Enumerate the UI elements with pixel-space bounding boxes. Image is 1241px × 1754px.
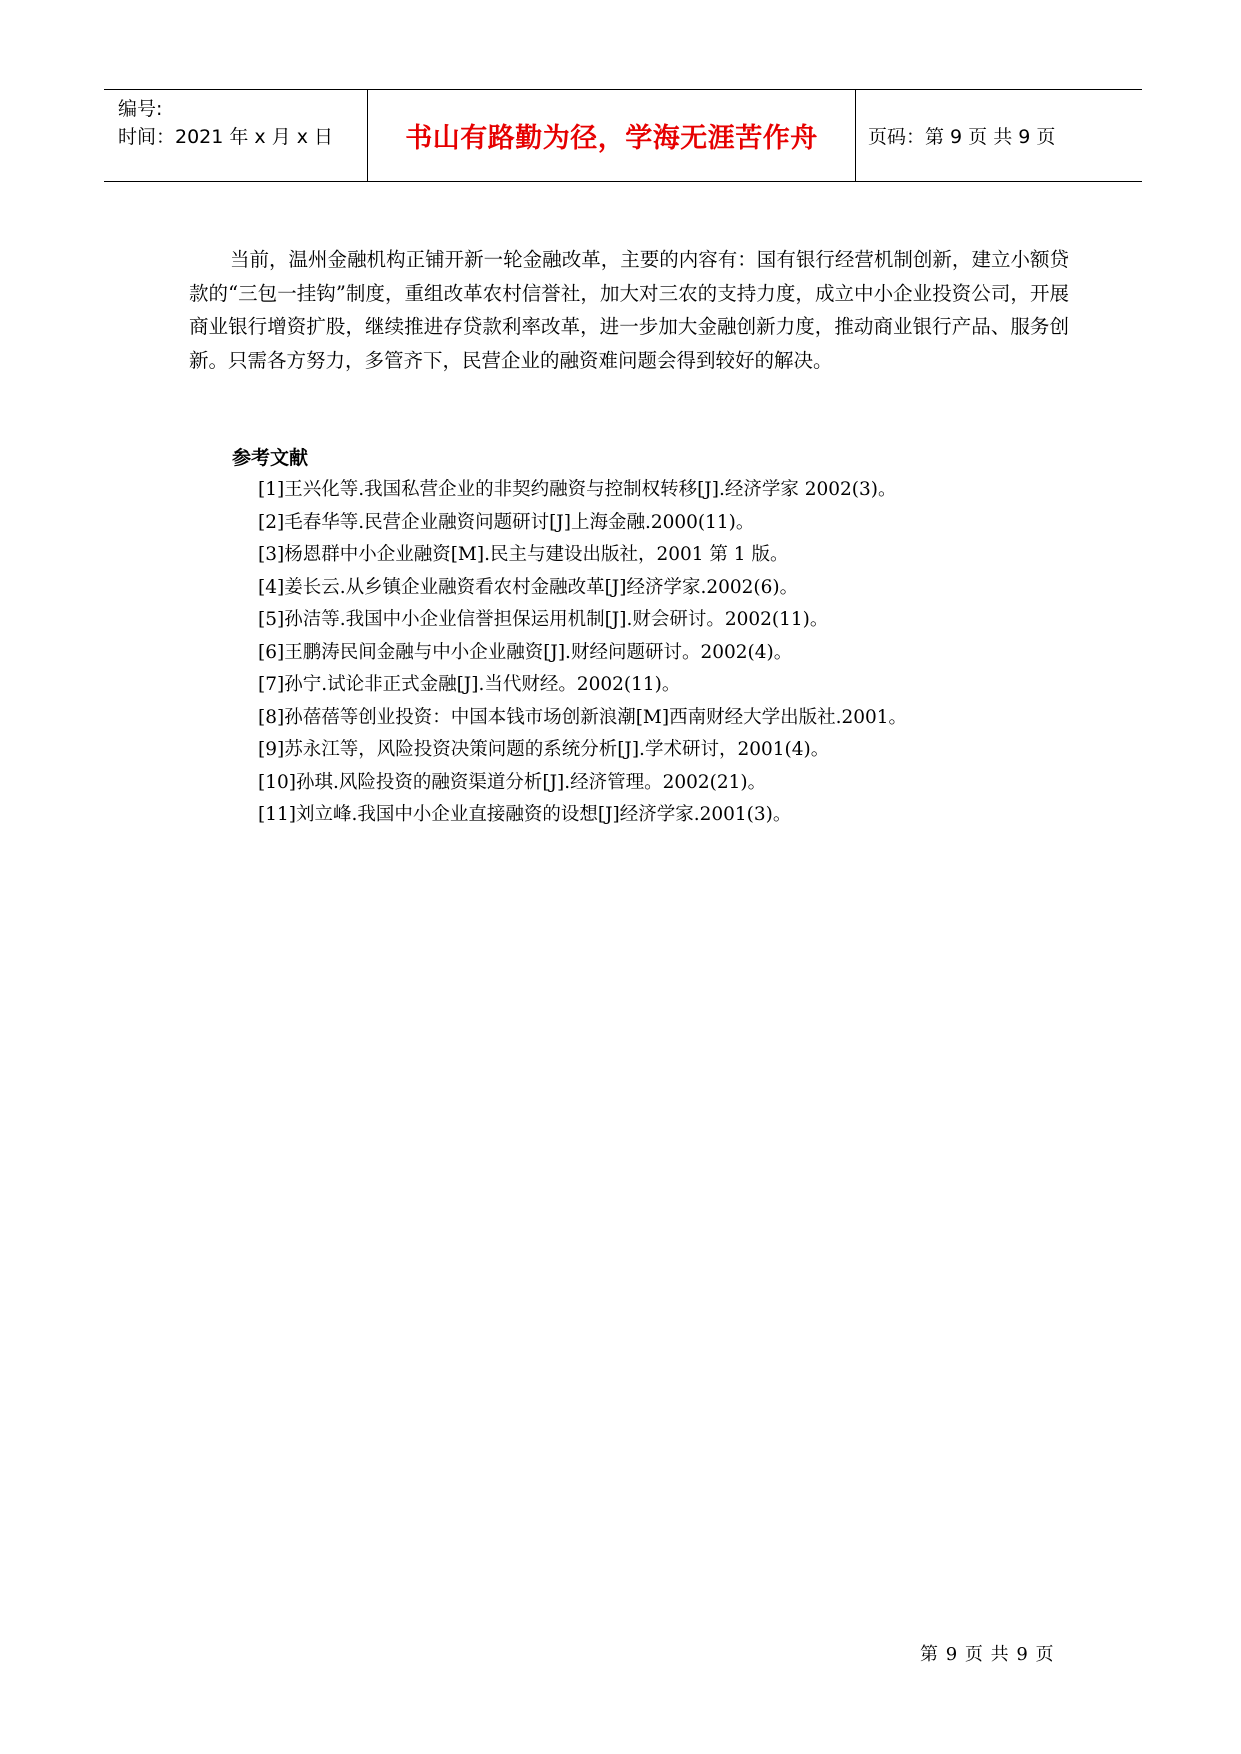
footer-page-number: 第 9 页 共 9 页 (920, 1644, 1055, 1665)
reference-item: [11]刘立峰.我国中小企业直接融资的设想[J]经济学家.2001(3)。 (258, 804, 792, 825)
reference-item: [5]孙洁等.我国中小企业信誉担保运用机制[J].财会研讨。2002(11)。 (258, 609, 829, 630)
reference-item: [6]王鹏涛民间金融与中小企业融资[J].财经问题研讨。2002(4)。 (258, 641, 793, 663)
document-number-label: 编号: (118, 98, 163, 120)
reference-item: [9]苏永江等，风险投资决策问题的系统分析[J].学术研讨，2001(4)。 (258, 739, 830, 760)
reference-item: [8]孙蓓蓓等创业投资：中国本钱市场创新浪潮[M]西南财经大学出版社.2001。 (258, 706, 908, 728)
header-meta (104, 90, 368, 181)
references-list (258, 474, 907, 832)
references-heading: 参考文献 (232, 447, 309, 469)
reference-item: [4]姜长云.从乡镇企业融资看农村金融改革[J]经济学家.2002(6)。 (258, 576, 799, 598)
reference-item: [10]孙琪.风险投资的融资渠道分析[J].经济管理。2002(21)。 (258, 771, 767, 793)
header-motto: 书山有路勤为径，学海无涯苦作舟 (368, 90, 856, 181)
reference-item: [1]王兴化等.我国私营企业的非契约融资与控制权转移[J].经济学家 2002(3)。 (258, 479, 897, 500)
header-table (104, 89, 1142, 182)
body-paragraph: 当前，温州金融机构正铺开新一轮金融改革，主要的内容有：国有银行经营机制创新，建立小额贷款的“三包一挂钩”制度，重组改革农村信誉社，加大对三农的支持力度，成立中小企业投资公司，开展商业银行增资扩股，继续推进存贷款利率改革，进一步加大金融创新力度，推动商业银行产品、服务创新。只需各方努力，多管齐下，民营企业的融资难问题会得到较好的解决。 (189, 248, 1069, 372)
reference-item: [3]杨恩群中小企业融资[M].民主与建设出版社，2001 第 1 版。 (258, 544, 789, 565)
document-time-label: 时间：2021 年 x 月 x 日 (118, 126, 334, 148)
reference-item: [2]毛春华等.民营企业融资问题研讨[J]上海金融.2000(11)。 (258, 511, 755, 533)
reference-item: [7]孙宁.试论非正式金融[J].当代财经。2002(11)。 (258, 674, 681, 695)
header-page-label: 页码：第 9 页 共 9 页 (868, 126, 1056, 148)
